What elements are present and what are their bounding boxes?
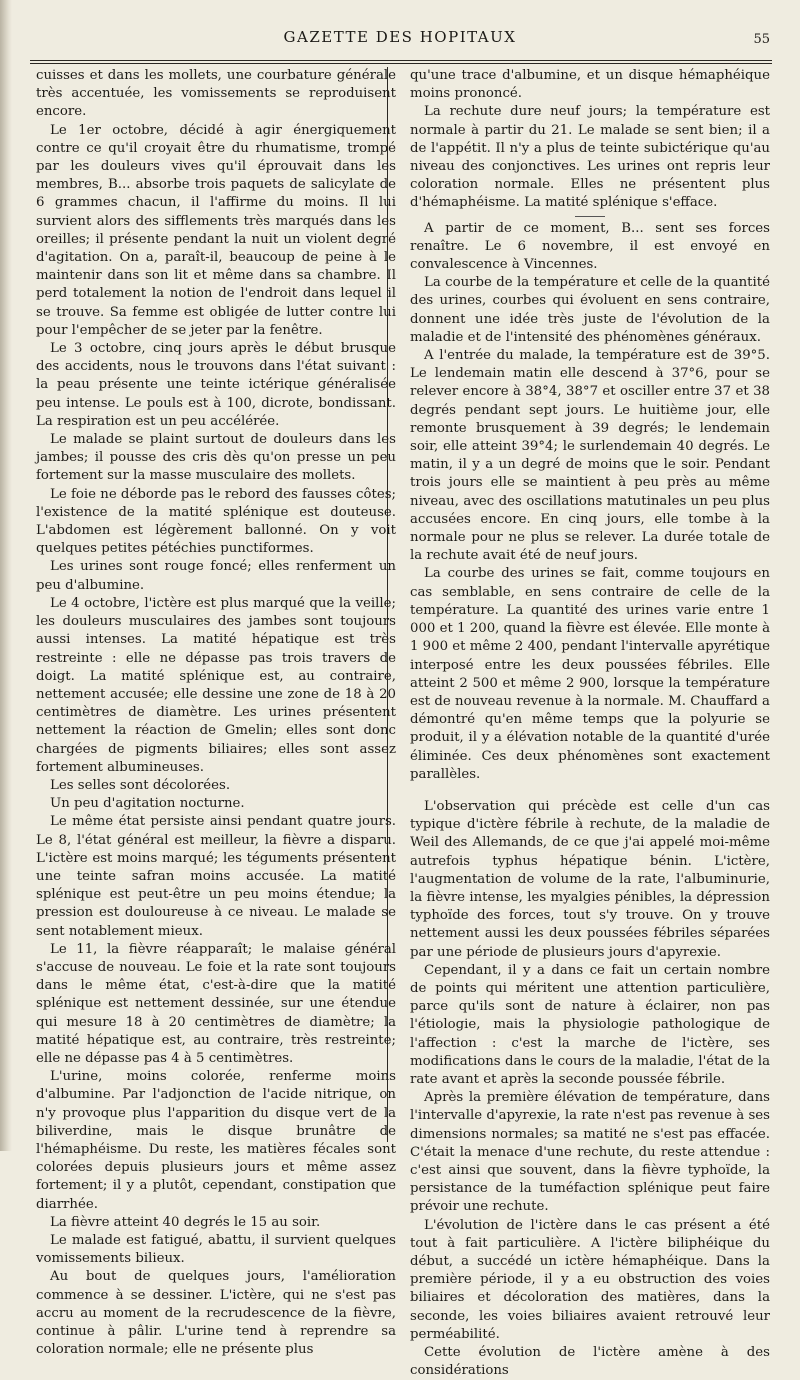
page-header <box>30 28 770 54</box>
page-binding-shadow <box>0 0 12 1151</box>
paragraph: La fièvre atteint 40 degrés le 15 au soir. <box>50 1214 321 1230</box>
paragraph: La rechute dure neuf jours; la température est normale à partir du 21. Le malade se sent bien; il a de l'appétit. Il n'y a plus de teinte subictérique qu'au niveau des conjonctives. Les urines ont repris leur coloration normale. Elles ne présentent plus d'hémaphéisme. La matité splénique s'efface. <box>410 104 770 211</box>
paragraph: qu'une trace d'albumine, et un disque hémaphéique moins prononcé. <box>410 68 770 102</box>
paragraph: Le 3 octobre, cinq jours après le début brusque des accidents, nous le trouvons dans l'état suivant : la peau présente une teinte ictérique généralisée peu intense. Le pouls est à 100, dicrote, bondissant. La respiration est un peu accélérée. <box>36 341 396 429</box>
paragraph: La courbe de la température et celle de la quantité des urines, courbes qui évoluent en sens contraire, donnent une idée très juste de l'évolution de la maladie et de l'intensité des phénomènes généraux. <box>410 275 770 345</box>
left-column <box>36 67 396 1358</box>
paragraph: Au bout de quelques jours, l'amélioration commence à se dessiner. L'ictère, qui ne s'est pas accru au moment de la recrudescence de la fièvre, continue à pâlir. L'urine tend à reprendre sa coloration normale; elle ne présente plus <box>36 1269 396 1358</box>
header-rule-double <box>30 63 772 64</box>
paragraph: L'évolution de l'ictère dans le cas présent a été tout à fait particulière. A l'ictère biliphéique du début, a succédé un ictère hémaphéique. Dans la première période, il y a eu obstruction des voies biliaires et décoloration des matières, dans la seconde, les voies biliaires avaient retrouvé leur perméabilité. <box>410 1217 770 1342</box>
right-column <box>410 67 771 1379</box>
article-body <box>36 67 771 1379</box>
paragraph: Le même état persiste ainsi pendant quatre jours. Le 8, l'état général est meilleur, la fièvre a disparu. L'ictère est moins marqué; les téguments présentent une teinte safran moins accusée. La matité splénique est peut-être un peu moins étendue; la pression est douloureuse à ce niveau. Le malade se sent notablement mieux. <box>36 814 396 939</box>
paragraph: Le 1er octobre, décidé à agir énergiquement contre ce qu'il croyait être du rhumatisme, trompé par les douleurs vives qu'il éprouvait dans les membres, B... absorbe trois paquets de salicylate de 6 grammes chacun, il l'affirme du moins. Il lui survient alors des sifflements très marqués dans les oreilles; il présente pendant la nuit un violent degré d'agitation. On a, paraît-il, beaucoup de peine à le maintenir dans son lit et même dans sa chambre. Il perd totalement la notion de l'endroit dans lequel il se trouve. Sa femme est obligée de lutter contre lui pour l'empêcher de se jeter par la fenêtre. <box>36 122 396 338</box>
paragraph: L'urine, moins colorée, renferme moins d'albumine. Par l'adjonction de l'acide nitrique, on n'y provoque plus l'apparition du disque vert de la biliverdine, mais le disque brunâtre de l'hémaphéisme. Du reste, les matières fécales sont colorées depuis plusieurs jours et même assez fortement; il y a plutôt, cependant, constipation que diarrhée. <box>36 1069 396 1212</box>
paragraph: cuisses et dans les mollets, une courbature générale très accentuée, les vomissements se reproduisent encore. <box>36 68 396 120</box>
paragraph: Le foie ne déborde pas le rebord des fausses côtes; l'existence de la matité splénique est douteuse. L'abdomen est légèrement ballonné. On y voit quelques petites pétéchies punctiformes. <box>36 486 396 557</box>
paragraph: Le 4 octobre, l'ictère est plus marqué que la veille; les douleurs musculaires des jambes sont toujours aussi intenses. La matité hépatique est très restreinte : elle ne dépasse pas trois travers de doigt. La matité splénique est, au contraire, nettement accusée; elle dessine une zone de 18 à 20 centimètres de diamètre. Les urines présentent nettement la réaction de Gmelin; elles sont donc chargées de pigments biliaires; elles sont assez fortement albumineuses. <box>36 595 396 775</box>
paragraph: Après la première élévation de température, dans l'intervalle d'apyrexie, la rate n'est pas revenue à ses dimensions normales; sa matité ne s'est pas effacée. C'était la menace d'une rechute, du reste attendue : c'est ainsi que souvent, dans la fièvre typhoïde, la persistance de la tuméfaction splénique peut faire prévoir une rechute. <box>410 1090 770 1215</box>
page-number: 55 <box>753 32 770 47</box>
paragraph: Le malade se plaint surtout de douleurs dans les jambes; il pousse des cris dès qu'on presse un peu fortement sur la masse musculaire des mollets. <box>36 432 396 484</box>
paragraph: Cette évolution de l'ictère amène à des considérations <box>410 1345 770 1379</box>
paragraph-gap <box>410 784 770 798</box>
paragraph: Cependant, il y a dans ce fait un certain nombre de points qui méritent une attention particulière, parce qu'ils sont de nature à éclairer, non pas l'étiologie, mais la physiologie pathologique de l'affection : c'est la marche de l'ictère, ses modifications dans le cours de la maladie, l'état de la rate avant et après la seconde poussée fébrile. <box>410 962 770 1087</box>
paragraph: La courbe des urines se fait, comme toujours en cas semblable, en sens contraire de celle de la température. La quantité des urines varie entre 1 000 et 1 200, quand la fièvre est élevée. Elle monte à 1 900 et même 2 400, pendant l'intervalle apyrétique interposé entre les deux poussées fébriles. Elle atteint 2 500 et même 2 900, lorsque la température est de nouveau revenue à la normale. M. Chauffard a démontré qu'en même temps que la polyurie se produit, il y a élévation notable de la quantité d'urée éliminée. Ces deux phénomènes sont exactement parallèles. <box>410 566 771 782</box>
journal-title: GAZETTE DES HOPITAUX <box>283 28 517 46</box>
paragraph: Le 11, la fièvre réapparaît; le malaise général s'accuse de nouveau. Le foie et la rate sont toujours dans le même état, c'est-à-dire que la matité splénique est nettement dessinée, sur une étendue qui mesure 18 à 20 centimètres de diamètre; la matité hépatique est, au contraire, très restreinte; elle ne dépasse pas 4 à 5 centimètres. <box>36 941 396 1066</box>
paragraph: A partir de ce moment, B... sent ses forces renaître. Le 6 novembre, il est envoyé en convalescence à Vincennes. <box>410 220 770 273</box>
header-rule <box>30 60 772 61</box>
paragraph: Les urines sont rouge foncé; elles renferment un peu d'albumine. <box>36 559 396 593</box>
paragraph: L'observation qui précède est celle d'un cas typique d'ictère fébrile à rechute, de la maladie de Weil des Allemands, de ce que j'ai appelé moi-même autrefois typhus hépatique bénin. L'ictère, l'augmentation de volume de la rate, l'albuminurie, la fièvre intense, les myalgies pénibles, la dépression typhoïde des forces, tout s'y trouve. On y trouve nettement aussi les deux poussées fébriles séparées par une période de plusieurs jours d'apyrexie. <box>410 798 770 960</box>
paragraph: Un peu d'agitation nocturne. <box>50 796 245 812</box>
paragraph: A l'entrée du malade, la température est de 39°5. Le lendemain matin elle descend à 37°6, pour se relever encore à 38°4, 38°7 et osciller entre 37 et 38 degrés pendant sept jours. Le huitième jour, elle remonte brusquement à 39 degrés; le lendemain soir, elle atteint 39°4; le surlendemain 40 degrés. Le matin, il y a un degré de moins que le soir. Pendant trois jours elle se maintient à peu près au même niveau, avec des oscillations matutinales un peu plus accusées encore. En cinq jours, elle tombe à la normale pour ne plus se relever. La durée totale de la rechute avait été de neuf jours. <box>410 348 770 564</box>
section-separator <box>575 216 605 217</box>
paragraph: Le malade est fatigué, abattu, il survient quelques vomissements bilieux. <box>36 1233 396 1267</box>
paragraph: Les selles sont décolorées. <box>50 777 231 793</box>
